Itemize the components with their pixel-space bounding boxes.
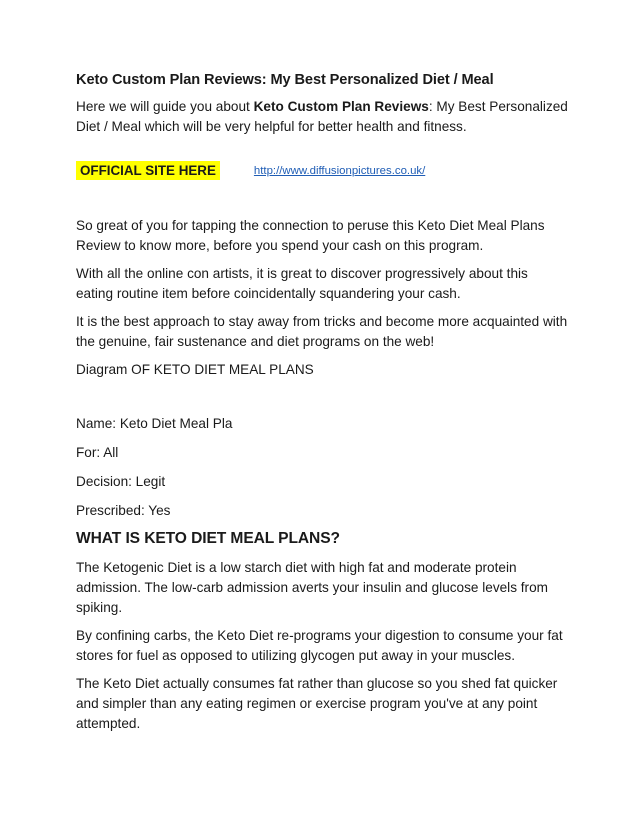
official-site-row — [76, 161, 568, 180]
paragraph-2: With all the online con artists, it is great to discover progressively about this eating routine item before coincidentally squandering your cash. — [76, 266, 528, 301]
intro-text-end: : My Best Personalized Diet / Meal which will be very helpful for better health and fitness. — [76, 99, 568, 134]
details-list — [76, 414, 568, 521]
paragraph-3: It is the best approach to stay away from tricks and become more acquainted with the genuine, fair sustenance and diet programs on the web! — [76, 314, 568, 349]
intro-paragraph — [76, 97, 568, 137]
detail-for: For: All — [76, 445, 119, 460]
section-heading: WHAT IS KETO DIET MEAL PLANS? — [76, 530, 340, 547]
section-paragraph-3: The Keto Diet actually consumes fat rather than glucose so you shed fat quicker and simpler than any eating regimen or exercise program you've at any point attempted. — [76, 676, 558, 731]
article-title: Keto Custom Plan Reviews: My Best Personalized Diet / Meal — [76, 72, 494, 88]
detail-decision: Decision: Legit — [76, 474, 166, 489]
detail-name: Name: Keto Diet Meal Pla — [76, 416, 233, 431]
detail-prescribed: Prescribed: Yes — [76, 503, 171, 518]
official-site-link[interactable]: http://www.diffusionpictures.co.uk/ — [253, 164, 426, 177]
paragraph-1: So great of you for tapping the connection to peruse this Keto Diet Meal Plans Review to know more, before you spend your cash on this program. — [76, 218, 545, 253]
paragraph-4: Diagram OF KETO DIET MEAL PLANS — [76, 362, 314, 377]
section-paragraph-1: The Ketogenic Diet is a low starch diet with high fat and moderate protein admission. The low-carb admission averts your insulin and glucose levels from spiking. — [76, 560, 548, 615]
section-paragraph-2: By confining carbs, the Keto Diet re-programs your digestion to consume your fat stores for fuel as opposed to utilizing glycogen put away in your muscles. — [76, 628, 563, 663]
intro-bold-text: Keto Custom Plan Reviews — [253, 99, 429, 114]
intro-text-start: Here we will guide you about — [76, 99, 254, 114]
official-site-label: OFFICIAL SITE HERE — [76, 161, 220, 180]
spacer — [76, 388, 568, 414]
